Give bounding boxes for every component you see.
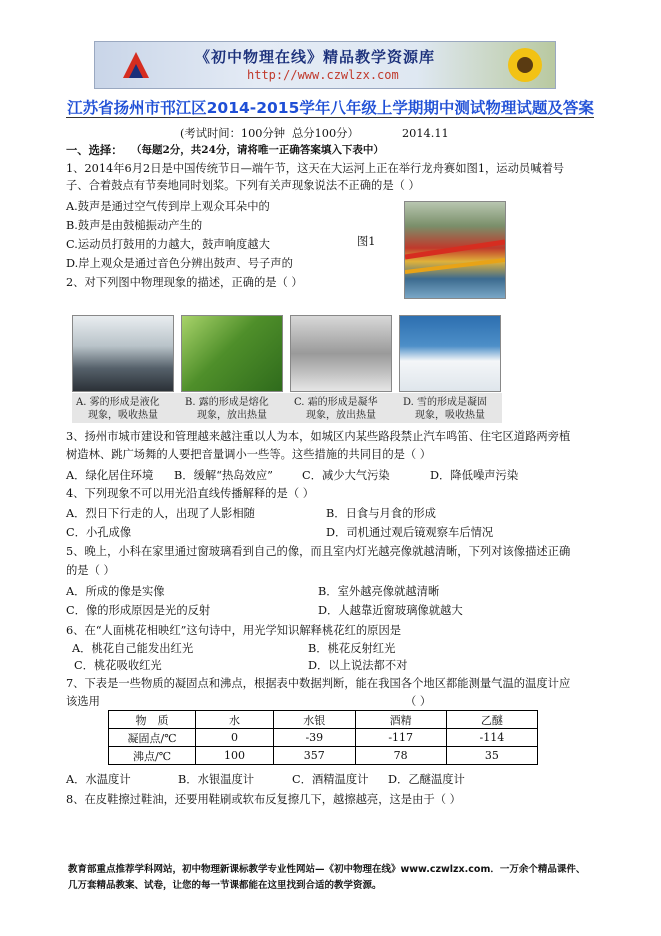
logo-icon <box>117 46 155 84</box>
section-label: 一、选择： <box>66 143 123 157</box>
q2-caption-c-1: C. 霜的形成是凝华 <box>294 397 378 408</box>
q7-option-b: B．水银温度计 <box>178 773 255 786</box>
sunflower-icon <box>495 42 555 88</box>
q5-option-c: C．像的形成原因是光的反射 <box>66 604 211 617</box>
figure1-label: 图1 <box>357 235 376 248</box>
q7-line2: 该选用 <box>66 695 100 708</box>
footer-line1: 教育部重点推荐学科网站，初中物理新课标教学专业性网站—《初中物理在线》www.czwlzx.com．一万余个精品课件、 <box>68 864 586 875</box>
q3-option-d: D．降低噪声污染 <box>430 469 519 482</box>
q2-caption-a-1: A. 雾的形成是液化 <box>76 397 160 408</box>
q5-line2: 的是（ ） <box>66 564 115 577</box>
table-cell: 35 <box>446 747 537 765</box>
q3-line2: 树造林、跳广场舞的人要把音量调小一些等。这些措施的共同目的是（ ） <box>66 448 432 461</box>
q5-option-a: A．所成的像是实像 <box>66 585 165 598</box>
banner-url[interactable]: http://www.czwlzx.com <box>247 68 399 82</box>
document-title: 江苏省扬州市邗江区2014-2015学年八年级上学期期中测试物理试题及答案 <box>67 99 594 117</box>
table-header-cell: 水 <box>196 711 274 729</box>
dragon-boat-photo <box>404 201 506 299</box>
q1-option-a: A.鼓声是通过空气传到岸上观众耳朵中的 <box>66 200 270 213</box>
table-cell: 0 <box>196 729 274 747</box>
table-cell: 357 <box>274 747 356 765</box>
table-row <box>109 729 538 747</box>
table-row <box>109 747 538 765</box>
q8-line1: 8、在皮鞋擦过鞋油，还要用鞋刷或软布反复擦几下，越擦越亮，这是由于（ ） <box>66 793 461 806</box>
q4-option-a: A．烈日下行走的人，出现了人影相随 <box>66 507 255 520</box>
q1-line1: 1、2014年6月2日是中国传统节日—端午节，这天在大运河上正在举行龙舟赛如图1，运动员喊着号 <box>66 162 565 175</box>
q3-option-a: A．绿化居住环境 <box>66 469 154 482</box>
q7-option-a: A．水温度计 <box>66 773 131 786</box>
footer-line2: 几万套精品教案、试卷，让您的每一节课都能在这里找到合适的教学资源。 <box>68 880 382 891</box>
table-cell: 凝固点/℃ <box>109 729 196 747</box>
table-header-cell: 乙醚 <box>446 711 537 729</box>
snow-photo <box>399 315 501 392</box>
q1-option-d: D.岸上观众是通过音色分辨出鼓声、号子声的 <box>66 257 293 270</box>
table-header-cell: 水银 <box>274 711 356 729</box>
q5-line1: 5、晚上，小科在家里通过窗玻璃看到自己的像，而且室内灯光越亮像就越清晰，下列对该像描述正确 <box>66 545 571 558</box>
table-cell: 78 <box>355 747 446 765</box>
page-footer <box>68 862 608 894</box>
q4-option-b: B．日食与月食的形成 <box>326 507 436 520</box>
q4-option-c: C．小孔成像 <box>66 526 132 539</box>
header-banner <box>94 41 556 89</box>
q1-line2: 子、合着鼓点有节奏地同时划桨。下列有关声现象说法不正确的是（ ） <box>66 179 420 192</box>
exam-date: 2014.11 <box>402 127 449 140</box>
q2-caption-b-2: 现象，放出热量 <box>197 410 267 421</box>
table-header-cell: 酒精 <box>355 711 446 729</box>
section-desc: （每题2分，共24分，请将唯一正确答案填入下表中） <box>131 144 384 156</box>
q6-option-a: A．桃花自己能发出红光 <box>72 642 194 655</box>
frost-photo <box>290 315 392 392</box>
table-header-cell: 物 质 <box>109 711 196 729</box>
q4-option-d: D．司机通过观后镜观察车后情况 <box>326 526 494 539</box>
table-cell: -39 <box>274 729 356 747</box>
table-cell: -117 <box>355 729 446 747</box>
properties-table <box>108 710 538 765</box>
q2-line1: 2、对下列图中物理现象的描述，正确的是（ ） <box>66 276 303 289</box>
dew-photo <box>181 315 283 392</box>
table-header-row <box>109 711 538 729</box>
banner-title: 《初中物理在线》精品教学资源库 <box>195 48 436 66</box>
q1-option-c: C.运动员打鼓用的力越大，鼓声响度越大 <box>66 238 270 251</box>
table-cell: 100 <box>196 747 274 765</box>
q2-caption-d-2: 现象，吸收热量 <box>415 410 485 421</box>
q3-option-c: C．减少大气污染 <box>302 469 390 482</box>
q7-option-c: C．酒精温度计 <box>292 773 369 786</box>
table-cell: 沸点/℃ <box>109 747 196 765</box>
title-divider <box>66 117 594 118</box>
q4-line1: 4、下列现象不可以用光沿直线传播解释的是（ ） <box>66 487 315 500</box>
fog-photo <box>72 315 174 392</box>
q2-caption-d-1: D. 雪的形成是凝固 <box>403 397 488 408</box>
exam-score: 总分100分） <box>292 127 359 140</box>
q5-option-d: D．人越靠近窗玻璃像就越大 <box>318 604 463 617</box>
q6-option-b: B．桃花反射红光 <box>308 642 396 655</box>
exam-time: (考试时间：100分钟 <box>180 127 286 140</box>
q6-line1: 6、在“人面桃花相映红”这句诗中，用光学知识解释桃花红的原因是 <box>66 624 402 637</box>
q7-line1: 7、下表是一些物质的凝固点和沸点，根据表中数据判断，能在我国各个地区都能测量气温的温度计应 <box>66 677 571 690</box>
q6-option-d: D．以上说法都不对 <box>308 659 408 672</box>
q7-option-d: D．乙醚温度计 <box>388 773 465 786</box>
q6-option-c: C．桃花吸收红光 <box>74 659 162 672</box>
q1-option-b: B.鼓声是由鼓槌振动产生的 <box>66 219 203 232</box>
table-cell: -114 <box>446 729 537 747</box>
q3-option-b: B．缓解“热岛效应” <box>174 469 273 482</box>
q3-line1: 3、扬州市城市建设和管理越来越注重以人为本，如城区内某些路段禁止汽车鸣笛、住宅区道路两旁植 <box>66 430 571 443</box>
q2-caption-c-2: 现象，放出热量 <box>306 410 376 421</box>
q5-option-b: B．室外越亮像就越清晰 <box>318 585 440 598</box>
q7-blank: （ ） <box>405 695 432 708</box>
q2-caption-a-2: 现象，吸收热量 <box>88 410 158 421</box>
q2-caption-b-1: B. 露的形成是熔化 <box>185 397 269 408</box>
